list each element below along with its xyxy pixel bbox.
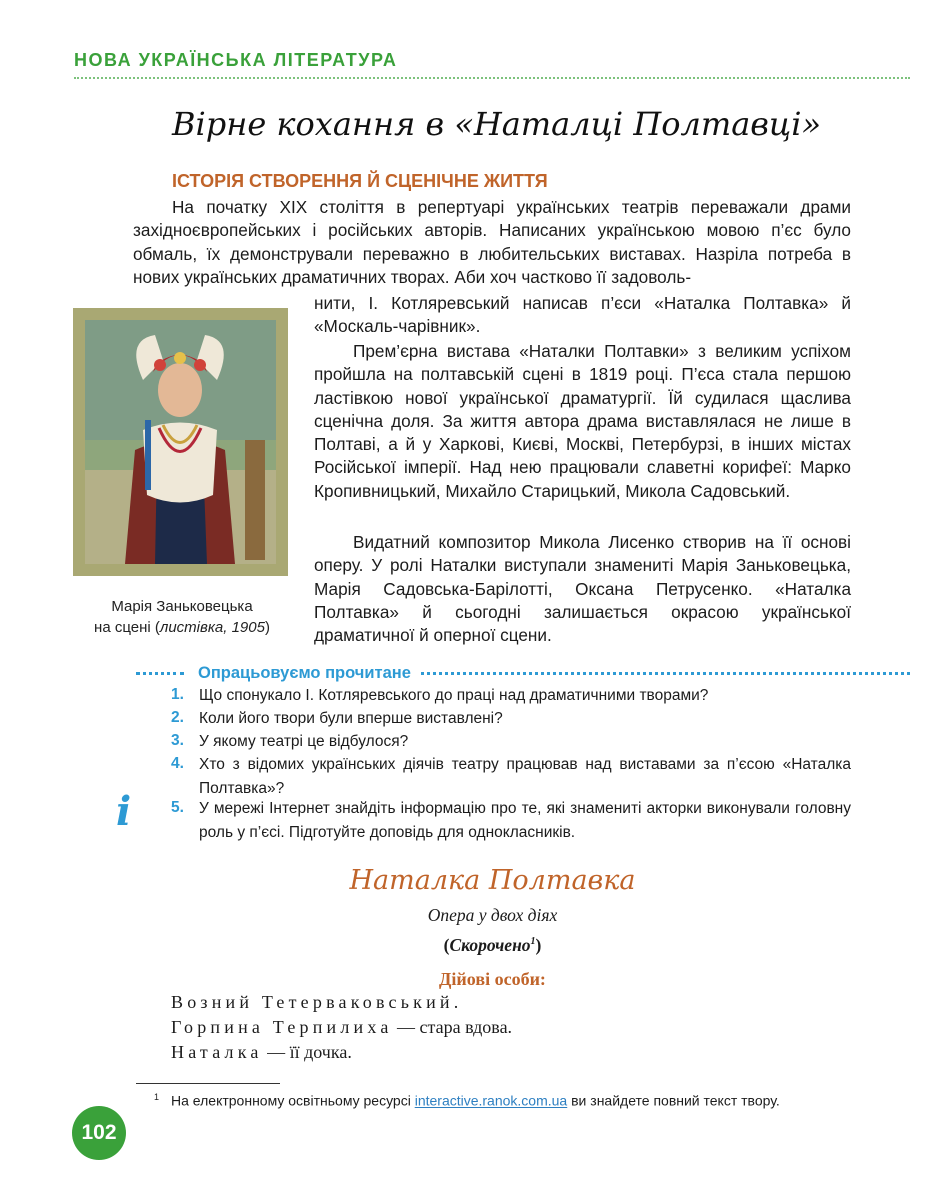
- cast-name: Горпина Терпилиха: [171, 1017, 393, 1037]
- cast-heading: Дійові особи:: [439, 969, 546, 989]
- cast-description: — стара вдова.: [392, 1017, 513, 1037]
- footnote-ref: 1: [530, 936, 536, 948]
- question-text: У мережі Інтернет знайдіть інформацію про те, які знамениті акторки виконували головну роль у п’єсі. Підготуйте доповідь для однокласників.: [199, 800, 851, 841]
- question-number: 2.: [171, 709, 184, 726]
- question-text: Що спонукало І. Котляревського до праці над драматичними творами?: [199, 687, 709, 704]
- play-abridged-note: [0, 935, 935, 956]
- review-title: Опрацьовуємо прочитане: [198, 663, 411, 682]
- paragraph-3: Видатний композитор Микола Лисенко створив на її основі оперу. У ролі Наталки виступали знамениті Марія Заньковецька, Марія Садовська-Барілотті, Оксана Петрусенко. «Наталка Полтавка» й сьогодні залишається окрасою української драматичної й оперної сцени.: [314, 532, 851, 646]
- footnote-mark: 1: [154, 1092, 160, 1102]
- info-icon: i: [116, 788, 132, 835]
- abridged-text: Скорочено: [449, 935, 531, 955]
- paragraph-1-continued: нити, І. Котляревський написав п’єси «Наталка Полтавка» й «Москаль-чарівник».: [314, 293, 851, 337]
- question-number: 4.: [171, 755, 184, 772]
- caption-suffix: ): [264, 619, 270, 636]
- caption-prefix: на сцені (: [94, 619, 160, 636]
- caption-italic: листівка, 1905: [159, 619, 265, 636]
- question-number: 5.: [171, 799, 184, 816]
- cast-member: [171, 1042, 352, 1063]
- question-number: 1.: [171, 686, 184, 703]
- play-subtitle: Опера у двох діях: [427, 905, 558, 925]
- portrait-illustration: [85, 320, 276, 564]
- paragraph-1: На початку XIX століття в репертуарі українських театрів переважали драми західноєвропейських і російських авторів. Написаних українською мовою п’єс було обмаль, їх демонстрували переважно в любительських виставах. Назріла потреба в нових українських драматичних творах. Аби хоч частково її задоволь-: [133, 197, 851, 287]
- paren-close: ): [535, 935, 542, 955]
- cast-description: .: [453, 992, 459, 1012]
- footnote-divider: [136, 1083, 280, 1084]
- section-heading: ІСТОРІЯ СТВОРЕННЯ Й СЦЕНІЧНЕ ЖИТТЯ: [172, 171, 548, 191]
- cast-name: Наталка: [171, 1042, 263, 1062]
- header-divider: [74, 77, 910, 79]
- portrait-postcard-image: [73, 308, 288, 576]
- question-text: Коли його твори були вперше виставлені?: [199, 710, 503, 727]
- cast-description: — її дочка.: [262, 1042, 352, 1062]
- question-text: У якому театрі це відбулося?: [199, 733, 409, 750]
- footnote-text-before: На електронному освітньому ресурсі: [171, 1092, 415, 1109]
- cast-member: [171, 1017, 512, 1038]
- page-title: Вірне кохання в «Наталці Полтавці»: [172, 105, 822, 143]
- footnote: [154, 1092, 780, 1109]
- caption-line-2: [74, 617, 290, 638]
- paren-open: (: [443, 935, 450, 955]
- resource-link[interactable]: interactive.ranok.com.ua: [414, 1092, 568, 1109]
- question-number: 3.: [171, 732, 184, 749]
- paragraph-2: Прем’єрна вистава «Наталки Полтавки» з великим успіхом пройшла на полтавській сцені в 1819 році. П’єса стала першою ластівкою нової української драматургії. Їй судилася щаслива сценічна доля. За життя автора драма виставлялася не лише в Полтаві, а й у Харкові, Києві, Москві, Петербурзі, в інших містах Російської імперії. Над нею працювали славетні корифеї: Марко Кропивницький, Михайло Старицький, Микола Садовський.: [314, 341, 851, 501]
- section-header: НОВА УКРАЇНСЬКА ЛІТЕРАТУРА: [74, 50, 398, 70]
- footnote-text-after: ви знайдете повний текст твору.: [567, 1092, 780, 1109]
- page-number: 102: [72, 1106, 126, 1160]
- question-text: Хто з відомих українських діячів театру працював над виставами за п’єсою «Наталка Полтавка»?: [199, 756, 851, 797]
- review-dots-left: [136, 672, 184, 675]
- review-dots-right: [421, 672, 910, 675]
- caption-line-1: Марія Заньковецька: [111, 598, 253, 615]
- review-section-header: [136, 662, 910, 684]
- abridged-label: [449, 935, 535, 955]
- play-title: Наталка Полтавка: [349, 865, 636, 896]
- cast-name: Возний Тетерваковський: [171, 992, 454, 1012]
- cast-member: [171, 992, 458, 1013]
- portrait-caption: [74, 596, 290, 638]
